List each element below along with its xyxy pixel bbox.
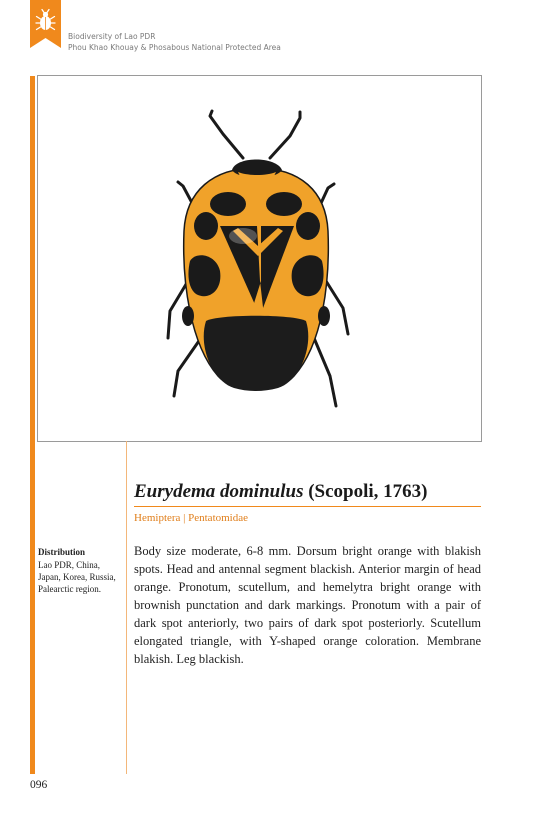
title-underline [134, 506, 481, 507]
distribution-heading: Distribution [38, 547, 86, 557]
specimen-photo [37, 75, 482, 442]
species-description: Body size moderate, 6-8 mm. Dorsum bright orange with blakish spots. Head and antennal segment blackish. Anterior margin of head orange. Pronotum, scutellum, and hemelytra bright orange with brownish punctation and dark markings. Pronotum with a pair of dark spot anteriorly, two pairs of dark spot posteriorly. Scutellum elongated triangle, with Y-shaped orange coloration. Membrane blakish. Leg blackish. [134, 544, 481, 666]
column-divider [126, 441, 127, 774]
accent-sidebar-bar [30, 76, 35, 774]
distribution-text: Lao PDR, China, Japan, Korea, Russia, Palearctic region. [38, 560, 116, 594]
species-title [134, 481, 480, 503]
header-subtitle: Phou Khao Khouay & Phosabous National Protected Area [68, 43, 281, 52]
header-text [68, 31, 281, 53]
page-number: 096 [30, 779, 48, 791]
section-badge [30, 0, 61, 48]
header-title: Biodiversity of Lao PDR [68, 32, 156, 41]
species-author: (Scopoli, 1763) [308, 481, 428, 502]
classification: Hemiptera | Pentatomidae [134, 512, 248, 524]
scientific-name: Eurydema dominulus [134, 481, 304, 502]
